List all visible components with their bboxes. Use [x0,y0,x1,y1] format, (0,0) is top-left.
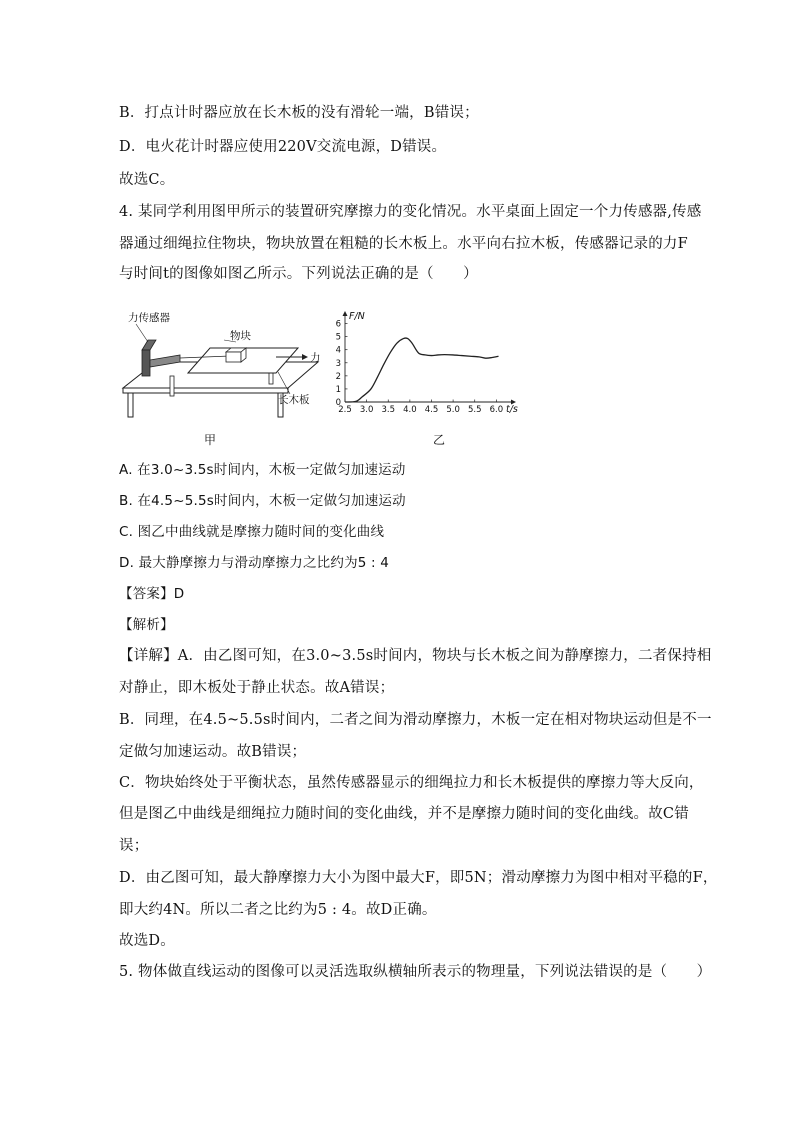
option-a: A. 在3.0~3.5s时间内，木板一定做匀加速运动 [119,462,406,478]
y-tick-label: 6 [335,319,341,330]
x-tick-label: 3.0 [359,405,374,415]
explanation-line: B．同理，在4.5~5.5s时间内，二者之间为滑动摩擦力，木板一定在相对物块运动但是不一 [119,712,712,728]
force-time-chart [325,310,518,425]
question-4-stem: 器通过细绳拉住物块，物块放置在粗糙的长木板上。水平向右拉木板，传感器记录的力F [119,236,688,252]
question-4-stem: 与时间t的图像如图乙所示。下列说法正确的是（ ） [119,266,478,282]
y-tick-label: 4 [335,345,341,356]
text-line: B．打点计时器应放在长木板的没有滑轮一端，B错误； [119,105,479,121]
force-curve [345,338,499,402]
apparatus-figure [118,300,323,448]
block-label: 物块 [230,330,251,342]
board-label: 长木板 [278,394,310,406]
y-tick-label: 2 [335,371,341,382]
x-axis-label: t/s [506,404,518,415]
x-tick-label: 5.0 [446,405,460,415]
explanation-line: D．由乙图可知，最大静摩擦力大小为图中最大F，即5N；滑动摩擦力为图中相对平稳的F， [119,870,718,886]
y-tick-label: 5 [335,332,341,343]
y-axis-label: F/N [349,311,365,322]
figure-caption-jia: 甲 [204,433,217,447]
explanation-line: 定做匀加速运动。故B错误； [119,744,307,760]
answer-line: 【答案】D [119,586,185,602]
x-tick-label: 4.0 [403,405,417,415]
x-tick-label: 6.0 [489,405,504,415]
option-b: B. 在4.5~5.5s时间内，木板一定做匀加速运动 [119,493,406,509]
sensor-label: 力传感器 [128,312,170,324]
question-4-stem: 4. 某同学利用图甲所示的装置研究摩擦力的变化情况。水平桌面上固定一个力传感器,传感 [119,204,702,220]
figure-caption-yi: 乙 [433,433,446,447]
explanation-line: C．物块始终处于平衡状态，虽然传感器显示的细绳拉力和长木板提供的摩擦力等大反向， [119,775,704,791]
explanation-line: 误； [119,838,149,854]
explanation-line: 【详解】A．由乙图可知，在3.0~3.5s时间内，物块与长木板之间为静摩擦力，二者保持相 [119,648,712,664]
explanation-line: 但是图乙中曲线是细绳拉力随时间的变化曲线，并不是摩擦力随时间的变化曲线。故C错 [119,806,689,822]
x-tick-label: 2.5 [338,405,352,415]
y-tick-label: 1 [335,384,341,395]
explanation-line: 即大约4N。所以二者之比约为5 : 4。故D正确。 [119,902,437,918]
text-line: 故选C。 [119,172,175,188]
y-tick-label: 0 [335,398,341,408]
explanation-line: 故选D。 [119,933,175,949]
x-tick-label: 5.5 [467,405,482,415]
text-line: D．电火花计时器应使用220V交流电源，D错误。 [119,139,447,155]
y-tick-label: 3 [335,358,341,369]
y-axis-arrow [343,311,348,316]
force-label: 力 [310,352,321,364]
explanation-line: 对静止，即木板处于静止状态。故A错误； [119,680,395,696]
option-d: D. 最大静摩擦力与滑动摩擦力之比约为5 : 4 [119,555,390,571]
question-5-stem: 5. 物体做直线运动的图像可以灵活选取纵横轴所表示的物理量，下列说法错误的是（ ） [119,964,712,980]
analysis-heading: 【解析】 [119,617,174,633]
x-tick-label: 3.5 [381,405,396,415]
x-tick-label: 4.5 [424,405,439,415]
option-c: C. 图乙中曲线就是摩擦力随时间的变化曲线 [119,524,385,540]
